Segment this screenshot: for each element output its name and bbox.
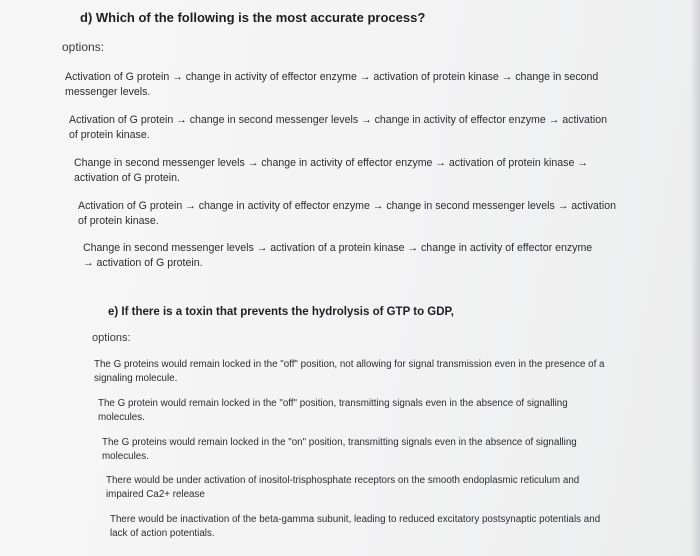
question-d-title: d) Which of the following is the most accurate process? — [80, 10, 426, 25]
question-e-options-label: options: — [92, 332, 131, 344]
question-d-option-2[interactable]: Activation of G protein → change in second messenger levels → change in activity of effector enzyme → activation of protein kinase. — [69, 114, 608, 141]
question-e-option-3[interactable]: The G proteins would remain locked in the "on" position, transmitting signals even in the absence of signalling molecules. — [102, 437, 577, 462]
question-d-option-3[interactable]: Change in second messenger levels → change in activity of effector enzyme → activation of protein kinase → activation of G protein. — [74, 157, 588, 184]
question-e-title: e) If there is a toxin that prevents the hydrolysis of GTP to GDP, — [108, 306, 454, 318]
question-d-option-5[interactable]: Change in second messenger levels → activation of a protein kinase → change in activity of effector enzyme → activation of G protein. — [83, 242, 593, 269]
question-d-options-label: options: — [62, 40, 105, 54]
question-d-option-1[interactable]: Activation of G protein → change in activity of effector enzyme → activation of protein kinase → change in second messenger levels. — [65, 71, 599, 98]
question-d-option-4[interactable]: Activation of G protein → change in activity of effector enzyme → change in second messenger levels → activation of protein kinase. — [78, 200, 617, 227]
question-e-option-1[interactable]: The G proteins would remain locked in the "off" position, not allowing for signal transmission even in the presence of a signaling molecule. — [94, 359, 605, 384]
question-e-option-5[interactable]: There would be inactivation of the beta-gamma subunit, leading to reduced excitatory postsynaptic potentials and lack of action potentials. — [110, 514, 601, 539]
page-edge-shadow — [690, 0, 700, 556]
question-e-option-4[interactable]: There would be under activation of inositol-trisphosphate receptors on the smooth endoplasmic reticulum and impaired Ca2+ release — [106, 475, 580, 500]
question-e-option-2[interactable]: The G protein would remain locked in the "off" position, transmitting signals even in the absence of signalling molecules. — [98, 398, 568, 423]
